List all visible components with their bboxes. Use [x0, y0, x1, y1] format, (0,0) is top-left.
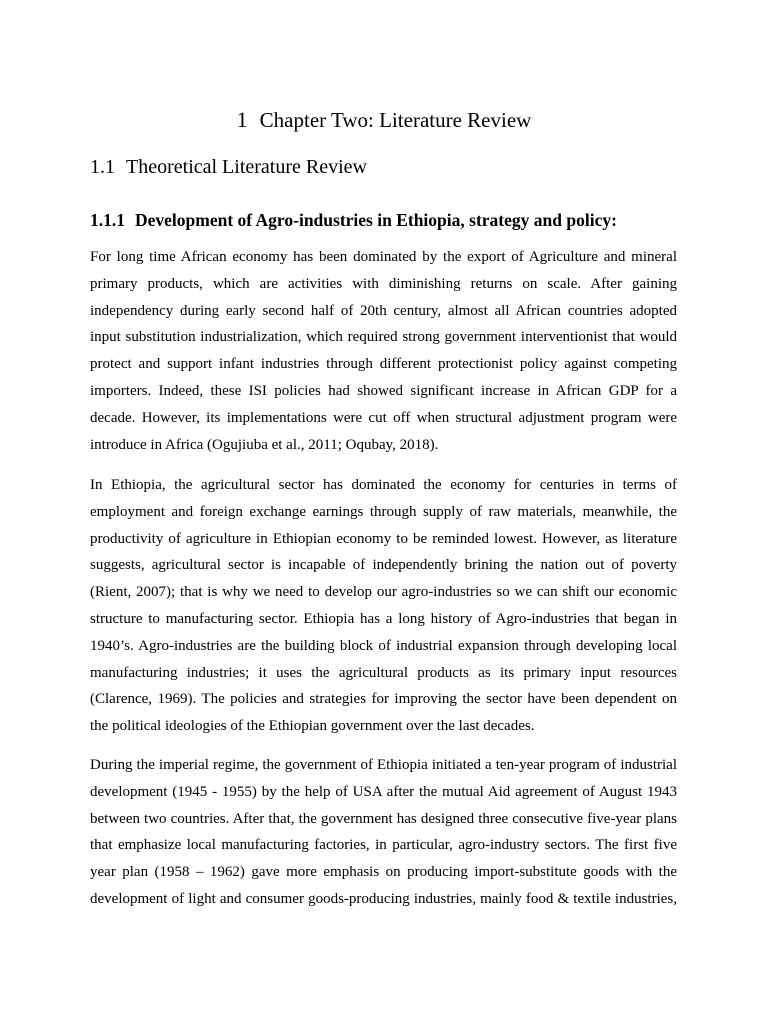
- paragraph-line: In Ethiopia, the agricultural sector has dominated the economy for centuries in terms of: [90, 477, 677, 493]
- paragraph-line: importers. Indeed, these ISI policies had showed significant increase in African GDP for a: [90, 382, 677, 399]
- chapter-heading: [0, 106, 768, 134]
- paragraph-line: introduce in Africa (Ogujiuba et al., 2011; Oqubay, 2018).: [90, 436, 439, 453]
- subsection-title: Development of Agro-industries in Ethiopia, strategy and policy:: [135, 210, 617, 230]
- paragraph-line: between two countries. After that, the government has designed three consecutive five-year plans: [90, 810, 677, 827]
- paragraph-1: [90, 244, 677, 458]
- paragraph-line: input substitution industrialization, which required strong government interventionist that would: [90, 329, 677, 346]
- paragraph-2: [90, 472, 677, 740]
- paragraph-line: development (1945 - 1955) by the help of USA after the mutual Aid agreement of August 1943: [90, 783, 677, 800]
- paragraph-line: manufacturing industries; it uses the agricultural products as its primary input resources: [90, 664, 677, 681]
- paragraph-line: protect and support infant industries through different protectionist policy against competing: [90, 356, 677, 373]
- subsection-number: 1.1.1: [90, 210, 125, 230]
- paragraph-line: structure to manufacturing sector. Ethiopia has a long history of Agro-industries that began in: [90, 610, 677, 627]
- paragraph-line: (Rient, 2007); that is why we need to develop our agro-industries so we can shift our economic: [90, 584, 677, 601]
- section-heading: [90, 154, 367, 180]
- paragraph-line: year plan (1958 – 1962) gave more emphasis on producing import-substitute goods with the: [90, 864, 677, 881]
- paragraph-line: During the imperial regime, the government of Ethiopia initiated a ten-year program of industrial: [90, 757, 677, 773]
- paragraph-line: decade. However, its implementations were cut off when structural adjustment program were: [90, 409, 677, 426]
- paragraph-line: (Clarence, 1969). The policies and strategies for improving the sector have been dependent on: [90, 691, 677, 708]
- paragraph-line: the political ideologies of the Ethiopian government over the last decades.: [90, 718, 535, 735]
- section-title: Theoretical Literature Review: [126, 156, 367, 178]
- paragraph-line: development of light and consumer goods-producing industries, mainly food & textile industries,: [90, 890, 677, 907]
- paragraph-line: productivity of agriculture in Ethiopian economy to be reminded lowest. However, as literature: [90, 530, 677, 547]
- paragraph-line: primary products, which are activities with diminishing returns on scale. After gaining: [90, 275, 677, 292]
- paragraph-3: [90, 752, 677, 913]
- subsection-heading: [90, 208, 617, 232]
- paragraph-line: For long time African economy has been dominated by the export of Agriculture and mineral: [90, 249, 677, 265]
- paragraph-line: that emphasize local manufacturing factories, in particular, agro-industry sectors. The first five: [90, 837, 677, 854]
- paragraph-line: suggests, agricultural sector is incapable of independently brining the nation out of poverty: [90, 557, 677, 574]
- paragraph-line: 1940’s. Agro-industries are the building block of industrial expansion through developing local: [90, 637, 677, 654]
- paragraph-line: employment and foreign exchange earnings through supply of raw materials, meanwhile, the: [90, 503, 677, 520]
- section-number: 1.1: [90, 156, 115, 178]
- chapter-title: Chapter Two: Literature Review: [259, 108, 532, 132]
- chapter-number: 1: [236, 107, 248, 132]
- paragraph-line: independency during early second half of 20th century, almost all African countries adopted: [90, 302, 677, 319]
